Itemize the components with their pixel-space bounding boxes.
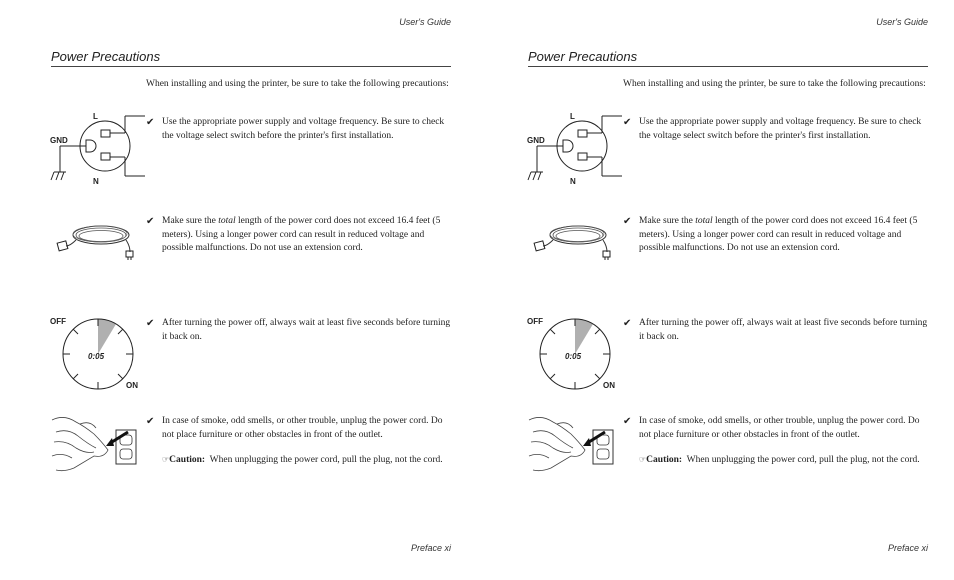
section-title: Power Precautions [51, 49, 161, 64]
unplug-illustration [527, 412, 617, 474]
item-text: In case of smoke, odd smells, or other trouble, unplug the power cord. Do not place furniture or other obstacles in front of the outlet. [639, 416, 920, 440]
caution-text: When unplugging the power cord, pull the plug, not the cord. [209, 455, 443, 465]
outlet-diagram [50, 110, 145, 190]
checkmark-icon: ✔ [623, 117, 632, 128]
item-text: After turning the power off, always wait at least five seconds before turning it back on. [162, 318, 451, 342]
checkmark-icon: ✔ [623, 318, 632, 329]
caution-text: When unplugging the power cord, pull the plug, not the cord. [686, 455, 920, 465]
caution-label: Caution: [646, 455, 683, 465]
checkmark-icon: ✔ [146, 416, 155, 427]
intro-paragraph: When installing and using the printer, be sure to take the following precautions: [623, 79, 926, 89]
clock-label-off: OFF [50, 317, 66, 326]
caution-note [162, 453, 452, 468]
outlet-label-n: N [93, 177, 99, 186]
precaution-item [623, 317, 933, 344]
checkmark-icon: ✔ [146, 318, 155, 329]
outlet-label-gnd: GND [50, 136, 68, 145]
hand-icon: ☞ [162, 455, 170, 464]
item-text: Use the appropriate power supply and voltage frequency. Be sure to check the voltage select switch before the printer's first installation. [162, 117, 445, 141]
precaution-item [623, 215, 933, 256]
hand-icon: ☞ [639, 455, 647, 464]
title-rule [51, 66, 451, 67]
title-rule [528, 66, 928, 67]
precaution-item [623, 116, 933, 143]
precaution-item [623, 415, 933, 442]
running-header: User's Guide [399, 17, 451, 27]
clock-label-on: ON [603, 381, 615, 390]
checkmark-icon: ✔ [146, 117, 155, 128]
clock-label-time: 0:05 [565, 352, 582, 361]
clock-label-off: OFF [527, 317, 543, 326]
item-text: After turning the power off, always wait at least five seconds before turning it back on. [639, 318, 928, 342]
unplug-illustration [50, 412, 140, 474]
clock-illustration [50, 314, 140, 392]
item-text: Use the appropriate power supply and voltage frequency. Be sure to check the voltage select switch before the printer's first installation. [639, 117, 922, 141]
power-cord-illustration [56, 218, 136, 260]
precaution-item [146, 215, 456, 256]
checkmark-icon: ✔ [623, 216, 632, 227]
power-cord-illustration [533, 218, 613, 260]
outlet-label-l: L [93, 112, 98, 121]
item-text: Make sure the total length of the power cord does not exceed 16.4 feet (5 meters). Using a longer power cord can result in reduced voltage and possible malfunctions. Do not use an extension cord. [639, 216, 918, 253]
intro-paragraph: When installing and using the printer, be sure to take the following precautions: [146, 79, 449, 89]
right-page [477, 0, 954, 580]
page-footer: Preface xi [410, 543, 451, 553]
clock-illustration [527, 314, 617, 392]
running-header: User's Guide [876, 17, 928, 27]
checkmark-icon: ✔ [623, 416, 632, 427]
item-text: Make sure the total length of the power cord does not exceed 16.4 feet (5 meters). Using a longer power cord can result in reduced voltage and possible malfunctions. Do not use an extension cord. [162, 216, 441, 253]
outlet-diagram [527, 110, 622, 190]
emphasis: total [218, 216, 236, 226]
checkmark-icon: ✔ [146, 216, 155, 227]
precaution-item [146, 116, 456, 143]
outlet-label-l: L [570, 112, 575, 121]
page-footer: Preface xi [887, 543, 928, 553]
caution-label: Caution: [169, 455, 206, 465]
clock-label-on: ON [126, 381, 138, 390]
emphasis: total [695, 216, 713, 226]
clock-label-time: 0:05 [88, 352, 105, 361]
precaution-item [146, 317, 456, 344]
item-text: In case of smoke, odd smells, or other trouble, unplug the power cord. Do not place furniture or other obstacles in front of the outlet. [162, 416, 443, 440]
outlet-label-gnd: GND [527, 136, 545, 145]
outlet-label-n: N [570, 177, 576, 186]
precaution-item [146, 415, 456, 442]
caution-note [639, 453, 929, 468]
section-title: Power Precautions [528, 49, 638, 64]
